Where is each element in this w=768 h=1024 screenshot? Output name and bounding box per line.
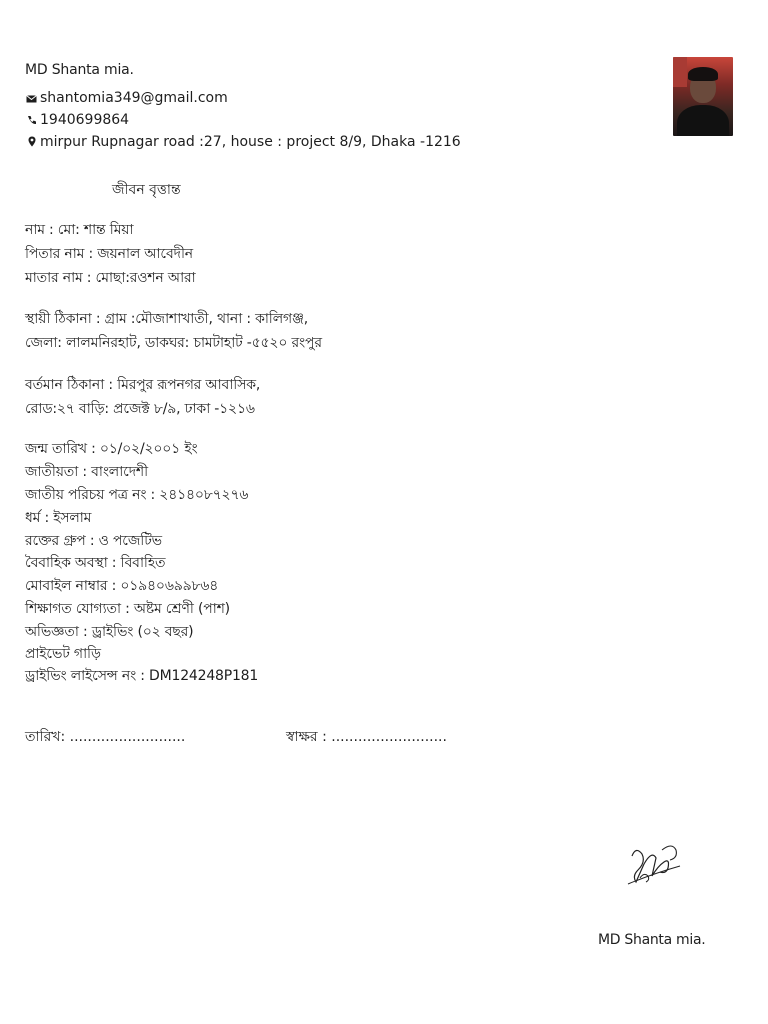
detail-line: জন্ম তারিখ : ০১/০২/২০০১ ইং xyxy=(25,441,198,457)
detail-line: মাতার নাম : মোছা:রওশন আরা xyxy=(25,270,196,286)
detail-line: ড্রাইভিং লাইসেন্স নং : DM124248P181 xyxy=(25,668,259,684)
detail-line: রক্তের গ্রুপ : ও পজেটিভ xyxy=(25,533,162,549)
detail-line: জাতীয় পরিচয় পত্র নং : ২৪১৪০৮৭২৭৬ xyxy=(25,487,249,503)
detail-line: বৈবাহিক অবস্থা : বিবাহিত xyxy=(25,555,166,571)
footer-name: MD Shanta mia. xyxy=(598,932,706,948)
envelope-icon xyxy=(25,92,38,105)
profile-photo xyxy=(673,57,733,136)
detail-line: মোবাইল নাম্বার : ০১৯৪০৬৯৯৮৬৪ xyxy=(25,578,219,594)
detail-line: বর্তমান ঠিকানা : মিরপুর রূপনগর আবাসিক, xyxy=(25,377,261,393)
address-row xyxy=(25,134,461,150)
applicant-name: MD Shanta mia. xyxy=(25,62,134,78)
phone-row xyxy=(25,112,129,128)
signature-field: স্বাক্ষর : .......................... xyxy=(286,729,447,745)
phone-text: 1940699864 xyxy=(40,112,130,128)
detail-line: প্রাইভেট গাড়ি xyxy=(25,646,101,662)
phone-icon xyxy=(25,114,38,127)
detail-line: জাতীয়তা : বাংলাদেশী xyxy=(25,464,148,480)
handwritten-signature xyxy=(622,836,686,892)
document-title: জীবন বৃত্তান্ত xyxy=(112,182,181,198)
detail-line: ধর্ম : ইসলাম xyxy=(25,510,92,526)
detail-line: নাম : মো: শান্ত মিয়া xyxy=(25,222,134,238)
date-field: তারিখ: .......................... xyxy=(25,729,186,745)
detail-line: শিক্ষাগত যোগ্যতা : অষ্টম শ্রেণী (পাশ) xyxy=(25,601,230,617)
detail-line: জেলা: লালমনিরহাট, ডাকঘর: চামটাহাট -৫৫২০ রংপুর xyxy=(25,335,322,351)
email-text: shantomia349@gmail.com xyxy=(40,90,228,106)
detail-line: রোড:২৭ বাড়ি: প্রজেক্ট ৮/৯, ঢাকা -১২১৬ xyxy=(25,401,255,417)
detail-line: স্থায়ী ঠিকানা : গ্রাম :মৌজাশাখাতী, থানা : কালিগঞ্জ, xyxy=(25,311,308,327)
location-pin-icon xyxy=(25,136,38,149)
detail-line: অভিজ্ঞতা : ড্রাইভিং (০২ বছর) xyxy=(25,624,194,640)
address-text: mirpur Rupnagar road :27, house : project 8/9, Dhaka -1216 xyxy=(40,134,461,150)
email-row xyxy=(25,90,228,106)
detail-line: পিতার নাম : জয়নাল আবেদীন xyxy=(25,246,193,262)
